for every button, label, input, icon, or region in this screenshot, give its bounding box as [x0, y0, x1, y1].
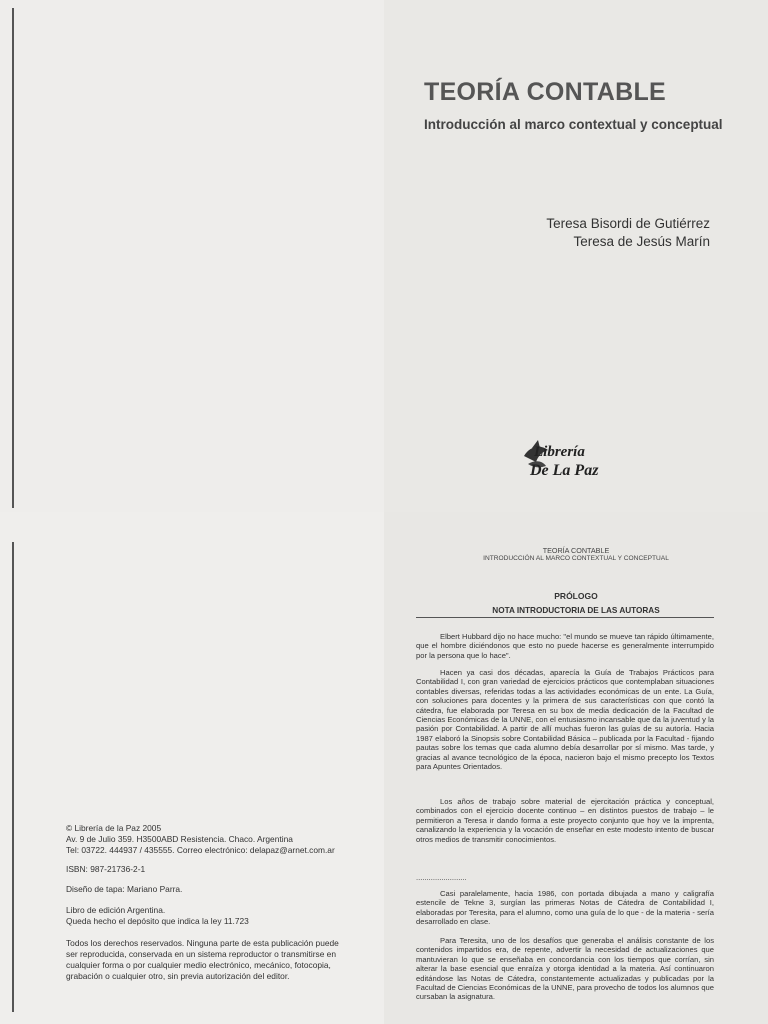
author-name: Teresa de Jesús Marín — [573, 234, 710, 249]
book-title: TEORÍA CONTABLE — [424, 78, 666, 106]
isbn: ISBN: 987-21736-2-1 — [66, 864, 146, 874]
cover-design-credit: Diseño de tapa: Mariano Parra. — [66, 884, 183, 894]
publisher-logo-line1: Librería — [534, 444, 585, 460]
title-page — [384, 0, 768, 512]
section-separator: ........................ — [416, 873, 467, 882]
publisher-contact: Tel: 03722. 444937 / 435555. Correo electrónico: delapaz@arnet.com.ar — [66, 845, 335, 855]
book-subtitle: Introducción al marco contextual y conceptual — [424, 117, 723, 132]
prologue-paragraph: Los años de trabajo sobre material de ejercitación práctica y conceptual, combinados con el ejercicio docente continuo – en distintos puestos de trabajo – le permitieron a Teresa ir dando forma a este proyecto conjunto que hoy ve la imprenta, canalizando la experiencia y la vocación de enseñar en este modesto intento de buscar otros medios de transmitir conocimientos. — [416, 797, 714, 844]
rights-line: cualquier forma o por cualquier medio electrónico, mecánico, fotocopia, — [66, 960, 331, 970]
rights-line: ser reproducida, conservada en un sistema reproductor o transmitirse en — [66, 949, 336, 959]
edition-note: Libro de edición Argentina. — [66, 905, 166, 915]
rights-line: grabación o cualquier otro, sin previa autorización del editor. — [66, 971, 290, 981]
prologue-subheading: NOTA INTRODUCTORIA DE LAS AUTORAS — [492, 606, 660, 615]
publisher-logo-line2: De La Paz — [530, 462, 599, 479]
copyright-line: © Librería de la Paz 2005 — [66, 823, 162, 833]
heading-rule — [416, 617, 714, 618]
prologue-paragraph: Elbert Hubbard dijo no hace mucho: "el mundo se mueve tan rápido últimamente, que el hombre diciéndonos que esto no puede hacerse es generalmente interrumpido por la persona que lo hace". — [416, 632, 714, 660]
prologue-paragraph: Casi paralelamente, hacia 1986, con portada dibujada a mano y caligrafía estencile de Tekne 3, surgían las primeras Notas de Cátedra de Contabilidad I, elaboradas por Teresita, para el alumno, como una guía de lo que - de la materia - sería desarrollado en clase. — [416, 889, 714, 927]
imprint-page — [0, 512, 384, 1024]
publisher-address: Av. 9 de Julio 359. H3500ABD Resistencia. Chaco. Argentina — [66, 834, 293, 844]
page-edge-shadow — [12, 8, 14, 508]
blank-page-left — [0, 0, 384, 512]
prologue-paragraph: Para Teresita, uno de los desafíos que generaba el análisis constante de los contenidos impartidos era, de repente, advertir la necesidad de actualizaciones que mantuvieran lo que se enseñaba en concordancia con los tiempos que corrían, sin alterar la base esencial que enraíza y otorga identidad a la materia. Así continuaron editándose las Notas de Cátedra, constantemente actualizadas y publicadas por la Facultad de Ciencias Económicas de la UNNE, para provecho de todos los alumnos que cursaban la asignatura. — [416, 936, 715, 1002]
prologue-heading: PRÓLOGO — [554, 591, 598, 601]
prologue-paragraph: Hacen ya casi dos décadas, aparecía la Guía de Trabajos Prácticos para Contabilidad I, con gran variedad de ejercicios prácticos que contemplaban situaciones contables diversas, referidas todas a las actividades económicas de un ente. La Guía, con soluciones para docentes y la primera de sus características con que contó la cátedra, fue elaborada por Teresa en su box de media dedicación de la Facultad de Ciencias Económicas de la UNNE, con el entusiasmo incansable que da la juventud y la pasión por Contabilidad. A partir de allí muchas fueron las guías de su autoría. Hacia 1987 elaboró la Sinopsis sobre Contabilidad Básica – publicada por la Facultad - fijando pautas sobre los temas que cada alumno debía desarrollar por sí mismo. Mas tarde, y gracias al avance tecnológico de la época, nacieron bajo el mismo precepto los Textos para Apuntes Orientados. — [416, 668, 714, 772]
running-subtitle: INTRODUCCIÓN AL MARCO CONTEXTUAL Y CONCEPTUAL — [483, 555, 669, 562]
rights-line: Todos los derechos reservados. Ninguna parte de esta publicación puede — [66, 938, 339, 948]
running-title: TEORÍA CONTABLE — [542, 546, 610, 555]
page-edge-shadow — [12, 542, 14, 1012]
legal-deposit: Queda hecho el depósito que indica la ley 11.723 — [66, 916, 249, 926]
prologue-page — [384, 512, 768, 1024]
author-name: Teresa Bisordi de Gutiérrez — [546, 216, 710, 231]
